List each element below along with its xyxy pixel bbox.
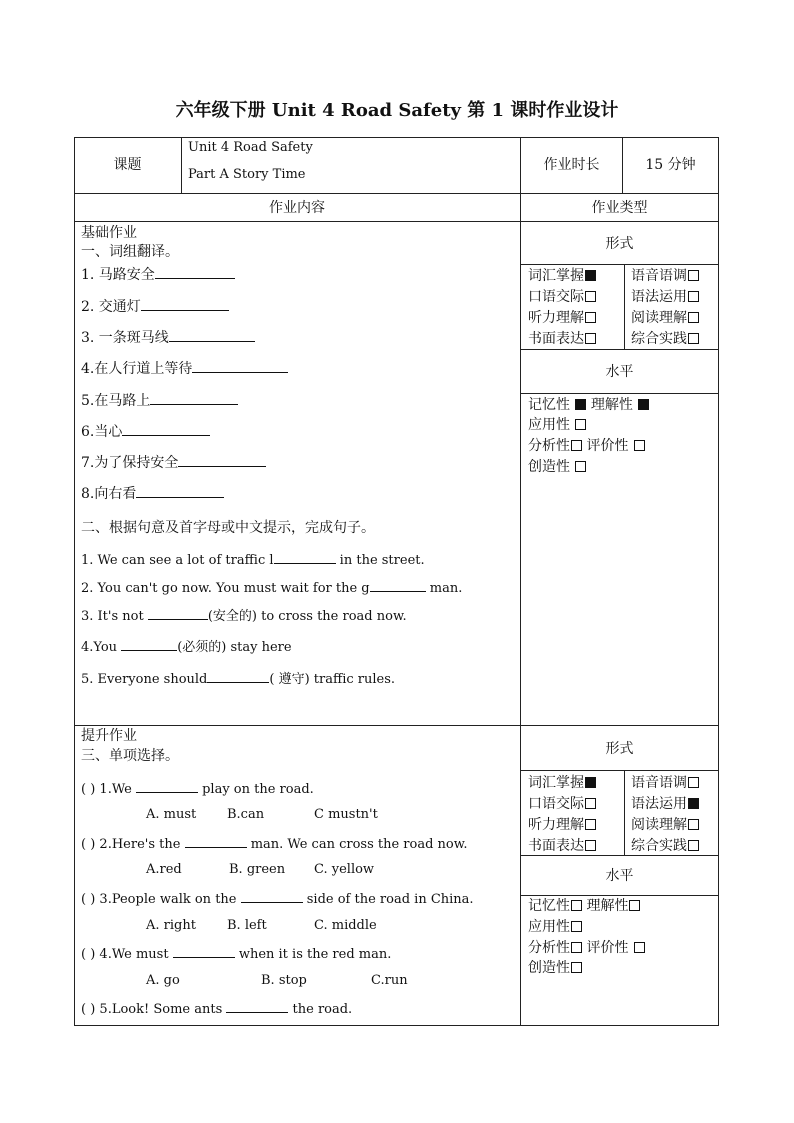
option[interactable]: A.red [146, 862, 182, 877]
checkbox[interactable] [585, 819, 596, 830]
checkbox[interactable] [688, 312, 699, 323]
answer-blank[interactable] [274, 551, 336, 564]
level-label: 水平 [605, 868, 634, 884]
answer-paren[interactable]: ( ) [81, 782, 96, 797]
option[interactable]: C. middle [314, 918, 377, 933]
part3-title: 三、单项选择。 [81, 748, 179, 764]
form-item: 听力理解 [528, 310, 596, 326]
duration-label: 作业时长 [543, 157, 600, 173]
option[interactable]: C mustn't [314, 807, 378, 822]
option[interactable]: B.can [227, 807, 265, 822]
option[interactable]: A. go [146, 973, 180, 988]
level-item: 创造性 [528, 960, 582, 976]
answer-blank[interactable] [150, 392, 238, 405]
sentence-1: 1. We can see a lot of traffic l in the street. [81, 553, 425, 568]
checkbox[interactable] [634, 440, 645, 451]
form-item: 语音语调 [631, 775, 699, 791]
form-label: 形式 [605, 236, 634, 252]
phrase-item: 4.在人行道上等待 [81, 360, 288, 377]
phrase-item: 1. 马路安全 [81, 266, 235, 283]
option[interactable]: B. left [227, 918, 267, 933]
part2-title: 二、根据句意及首字母或中文提示，完成句子。 [81, 520, 375, 536]
answer-blank[interactable] [207, 670, 269, 683]
form-item: 语法运用 [631, 289, 699, 305]
answer-blank[interactable] [155, 266, 235, 279]
level-item: 分析性 评价性 [528, 940, 645, 956]
checkbox[interactable] [629, 900, 640, 911]
question-3: ( ) 3.People walk on the side of the road in China. [81, 892, 474, 907]
sentence-3: 3. It's not (安全的) to cross the road now. [81, 609, 407, 624]
checkbox[interactable] [571, 962, 582, 973]
form-item: 书面表达 [528, 838, 596, 854]
option[interactable]: C.run [371, 973, 408, 988]
form-item: 书面表达 [528, 331, 596, 347]
phrase-item: 7.为了保持安全 [81, 454, 266, 471]
form-item: 语音语调 [631, 268, 699, 284]
checkbox[interactable] [638, 399, 649, 410]
question-4: ( ) 4.We must when it is the red man. [81, 947, 392, 962]
answer-blank[interactable] [178, 454, 266, 467]
answer-blank[interactable] [192, 360, 288, 373]
form-item: 词汇掌握 [528, 268, 596, 284]
answer-blank [173, 945, 235, 958]
sentence-2: 2. You can't go now. You must wait for the g man. [81, 581, 463, 596]
form-item: 口语交际 [528, 796, 596, 812]
checkbox[interactable] [585, 291, 596, 302]
form-item: 综合实践 [631, 331, 699, 347]
answer-blank [226, 1000, 288, 1013]
topic-line-1: Unit 4 Road Safety [188, 140, 313, 155]
option[interactable]: A. right [146, 918, 196, 933]
answer-blank[interactable] [136, 485, 224, 498]
phrase-item: 2. 交通灯 [81, 298, 229, 315]
form-item: 阅读理解 [631, 310, 699, 326]
checkbox[interactable] [571, 942, 582, 953]
form-item: 阅读理解 [631, 817, 699, 833]
checkbox[interactable] [585, 777, 596, 788]
level-item: 应用性 [528, 417, 586, 433]
column-header-type: 作业类型 [591, 200, 648, 216]
form-item: 词汇掌握 [528, 775, 596, 791]
question-1: ( ) 1.We play on the road. [81, 782, 314, 797]
checkbox[interactable] [688, 333, 699, 344]
sentence-5: 5. Everyone should ( 遵守) traffic rules. [81, 672, 396, 687]
section-heading-basic: 基础作业 [81, 225, 137, 241]
checkbox[interactable] [585, 333, 596, 344]
answer-blank [185, 835, 247, 848]
answer-blank [241, 890, 303, 903]
option[interactable]: C. yellow [314, 862, 375, 877]
column-header-content: 作业内容 [269, 200, 325, 216]
form-item: 口语交际 [528, 289, 596, 305]
topic-label: 课题 [113, 157, 142, 173]
checkbox[interactable] [634, 942, 645, 953]
checkbox[interactable] [575, 399, 586, 410]
part1-title: 一、词组翻译。 [81, 244, 179, 260]
checkbox[interactable] [585, 270, 596, 281]
option[interactable]: B. stop [261, 973, 307, 988]
checkbox[interactable] [585, 312, 596, 323]
option[interactable]: B. green [229, 862, 286, 877]
answer-paren[interactable]: ( ) [81, 947, 96, 962]
question-2: ( ) 2.Here's the man. We can cross the road now. [81, 837, 468, 852]
question-5: ( ) 5.Look! Some ants the road. [81, 1002, 353, 1017]
answer-blank[interactable] [122, 423, 210, 436]
answer-paren[interactable]: ( ) [81, 837, 96, 852]
checkbox[interactable] [585, 840, 596, 851]
form-item: 语法运用 [631, 796, 699, 812]
duration-value: 15 分钟 [645, 157, 696, 173]
sentence-4: 4.You (必须的) stay here [81, 640, 292, 655]
answer-blank[interactable] [148, 607, 208, 620]
phrase-item: 8.向右看 [81, 485, 224, 502]
topic-line-2: Part A Story Time [188, 167, 306, 182]
option[interactable]: A. must [146, 807, 197, 822]
answer-blank[interactable] [370, 579, 426, 592]
checkbox[interactable] [688, 291, 699, 302]
phrase-item: 5.在马路上 [81, 392, 238, 409]
answer-blank[interactable] [121, 638, 177, 651]
checkbox[interactable] [688, 819, 699, 830]
level-item: 记忆性 理解性 [528, 898, 640, 914]
answer-blank[interactable] [141, 298, 229, 311]
level-label: 水平 [605, 364, 634, 380]
checkbox[interactable] [585, 798, 596, 809]
checkbox[interactable] [575, 461, 586, 472]
phrase-item: 6.当心 [81, 423, 210, 440]
checkbox[interactable] [688, 777, 699, 788]
level-item: 创造性 [528, 459, 586, 475]
checkbox[interactable] [688, 798, 699, 809]
section-heading-advanced: 提升作业 [81, 728, 137, 744]
answer-blank [136, 780, 198, 793]
level-item: 应用性 [528, 919, 582, 935]
answer-blank[interactable] [169, 329, 255, 342]
checkbox[interactable] [571, 900, 582, 911]
checkbox[interactable] [688, 270, 699, 281]
checkbox[interactable] [571, 921, 582, 932]
checkbox[interactable] [575, 419, 586, 430]
page-title: 六年级下册 Unit 4 Road Safety 第 1 课时作业设计 [175, 100, 619, 121]
form-label: 形式 [605, 741, 634, 757]
answer-paren[interactable]: ( ) [81, 1002, 96, 1017]
level-item: 记忆性 理解性 [528, 397, 649, 413]
checkbox[interactable] [571, 440, 582, 451]
phrase-item: 3. 一条斑马线 [81, 329, 255, 346]
form-item: 综合实践 [631, 838, 699, 854]
answer-paren[interactable]: ( ) [81, 892, 96, 907]
checkbox[interactable] [688, 840, 699, 851]
level-item: 分析性 评价性 [528, 438, 645, 454]
form-item: 听力理解 [528, 817, 596, 833]
